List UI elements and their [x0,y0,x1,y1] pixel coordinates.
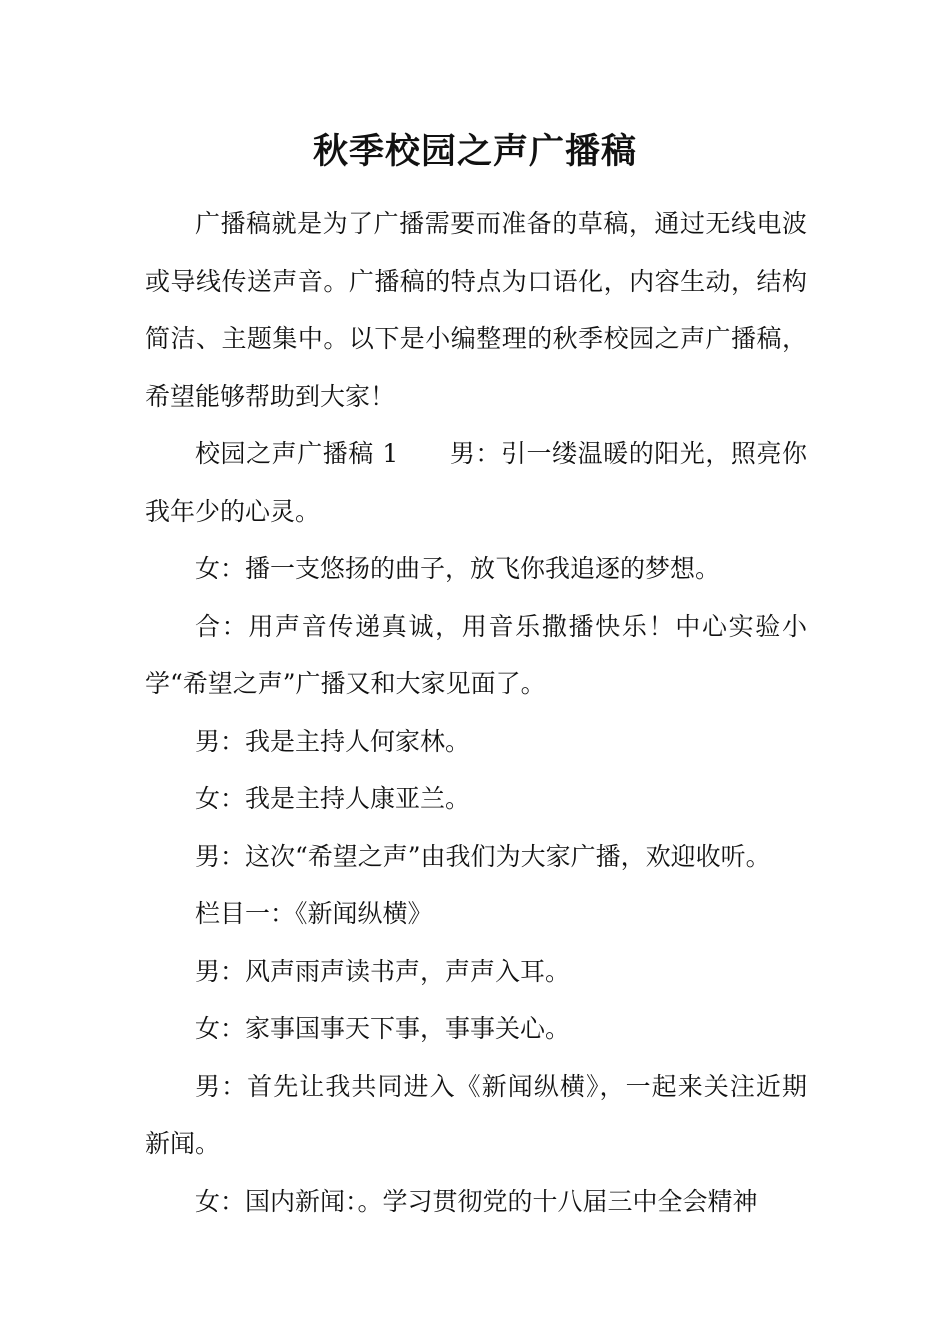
paragraph-female-host: 女：我是主持人康亚兰。 [195,784,471,813]
page-title: 秋季校园之声广播稿 [312,131,637,172]
paragraph-together: 合：用声音传递真诚，用音乐撒播快乐！中心实验小学“希望之声”广播又和大家见面了。 [145,611,807,698]
paragraph-male-news: 男：首先让我共同进入《新闻纵横》，一起来关注近期新闻。 [145,1071,807,1158]
paragraph-section-one: 栏目一：《新闻纵横》 [195,899,433,928]
paragraph-female-domestic: 女：国内新闻：。学习贯彻党的十八届三中全会精神 [195,1186,758,1216]
paragraph-male-voices: 男：风声雨声读书声，声声入耳。 [195,956,571,986]
paragraph-female-1: 女：播一支悠扬的曲子，放飞你我追逐的梦想。 [195,554,721,583]
paragraph-male-host: 男：我是主持人何家林。 [195,726,471,756]
paragraph-female-affairs: 女：家事国事天下事，事事关心。 [195,1014,571,1043]
paragraph-male-welcome: 男：这次“希望之声”由我们为大家广播，欢迎收听。 [195,841,771,871]
paragraph-intro: 广播稿就是为了广播需要而准备的草稿，通过无线电波或导线传送声音。广播稿的特点为口语化，内容生动，结构简洁、主题集中。以下是小编整理的秋季校园之声广播稿，希望能够帮助到大家！ [145,209,807,411]
paragraph-script-1: 校园之声广播稿 1 男：引一缕温暖的阳光，照亮你我年少的心灵。 [145,439,807,526]
document-body [145,195,807,1230]
